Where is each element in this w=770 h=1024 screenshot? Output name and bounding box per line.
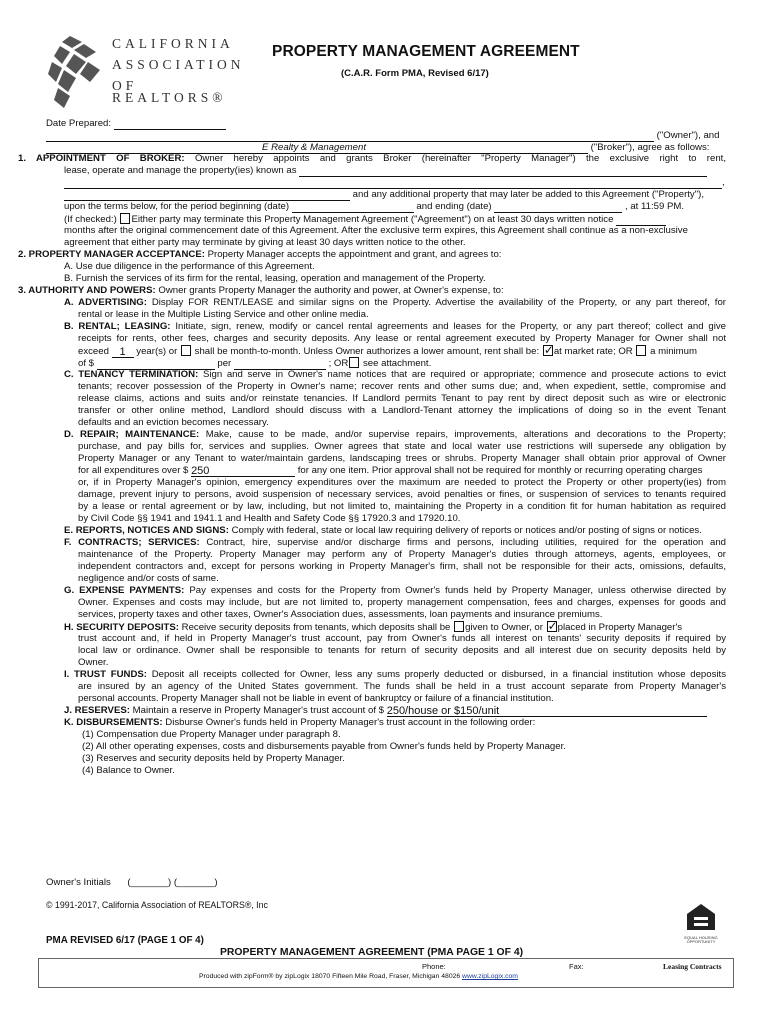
form-subtitle: (C.A.R. Form PMA, Revised 6/17): [341, 68, 489, 79]
item-b-text: Initiate, sign, renew, modify or cancel rental agreements and leases for the Property, or any part thereof; collect and give: [175, 321, 726, 332]
item-c-line-2: tenants; recover possession of the Property in Owner's name; recover rents and other sums due; and, when expedient, settle, compromise and: [78, 381, 726, 392]
item-k-line-1: [64, 717, 726, 729]
owner-initials-row: [46, 877, 218, 889]
disbursement-item-2: (2) All other operating expenses, costs and disbursements payable from Owner's funds held by Property Manager.: [82, 741, 566, 752]
item-j-line-1: [64, 705, 726, 717]
item-i-line-1: [64, 669, 726, 681]
item-g-line-3: services, property taxes and other taxes, Owner's Association dues, assessments, loan payments and insurance premiums.: [78, 609, 603, 620]
item-h-title: H. SECURITY DEPOSITS:: [64, 622, 179, 633]
item-d-line-3: Property Manager or any Tenant to water/maintain gardens, landscaping trees or shrubs. Property Manager shall obtain prior approval of Owner: [78, 453, 726, 464]
item-f-line-2: maintenance of the Property. Property Manager may perform any of Property Manager's duties through attorneys, agents, employees, or: [78, 549, 726, 560]
item-b-title: B. RENTAL; LEASING:: [64, 321, 171, 332]
owner-row: [46, 130, 726, 142]
terminate-checkbox[interactable]: [120, 213, 130, 224]
reserve-amount-value: 250/house or $150/unit: [386, 705, 500, 718]
section-1-line-7: months after the original commencement date of this Agreement. After the exclusive term expires, this Agreement shall continue as a non-exclusive: [64, 225, 688, 236]
item-c-line-1: [64, 369, 726, 381]
section-3-line-1: [18, 285, 726, 297]
car-logo-mark-icon: [48, 34, 104, 110]
logo-line-2: ASSOCIATION: [112, 57, 245, 72]
item-e-text: Comply with federal, state or local law requiring delivery of reports or notices and/or posting of signs or notices.: [231, 525, 702, 536]
item-j-title: J. RESERVES:: [64, 705, 130, 716]
equal-housing-icon: [684, 902, 718, 932]
property-address-field-2[interactable]: [64, 177, 722, 189]
item-h-line-2: trust account and, if held in Property Manager's trust account, pay from Owner's funds all interest on tenants' security deposits if required by: [78, 633, 726, 644]
section-1-line-2: [64, 165, 726, 177]
item-d-line-6: damage, prevent injury to persons, avoid suspension of necessary services, avoid penalties or fines, or suspension of services to tenants required: [78, 489, 726, 500]
item-e-title: E. REPORTS, NOTICES AND SIGNS:: [64, 525, 229, 536]
equal-housing-logo: [684, 902, 718, 945]
item-h-line-3: local law or ordinance. Owner shall be responsible to tenants for return of security deposits and all interest due on security deposits held by: [78, 645, 726, 656]
owner-initials-label: Owner's Initials: [46, 877, 111, 888]
section-1-line-1: [18, 153, 726, 165]
broker-name-value: E Realty & Management: [262, 142, 366, 153]
owner-name-field[interactable]: [46, 130, 654, 142]
section-2-title: 2. PROPERTY MANAGER ACCEPTANCE:: [18, 249, 205, 260]
item-f-line-1: [64, 537, 726, 549]
fax-label: Fax:: [569, 962, 584, 971]
item-h-line-4: Owner.: [78, 657, 109, 668]
item-b-line-2: receipts for rents, other fees, charges and security deposits. Any lease or rental agreement executed by Property Manager for Owner shall not: [78, 333, 726, 344]
item-f-title: F. CONTRACTS; SERVICES:: [64, 537, 200, 548]
see-attachment-checkbox[interactable]: [349, 357, 359, 368]
exceed-label: exceed: [78, 346, 109, 357]
end-time-text: , at 11:59 PM.: [624, 201, 684, 212]
ziplogix-link[interactable]: www.zipLogix.com: [462, 973, 518, 980]
item-d-line-5: or, if in Property Manager's opinion, emergency expenditures over the maximum are needed to protect the Property or other property(ies) from: [78, 477, 726, 488]
item-g-text: Pay expenses and costs for the Property from Owner's funds held by Property Manager, unless otherwise directed by: [189, 585, 726, 596]
deposit-trust-label: placed in Property Manager's: [557, 622, 683, 633]
minimum-rent-checkbox[interactable]: [636, 345, 646, 356]
minimum-label: a minimum: [650, 346, 697, 357]
item-e-line-1: [64, 525, 726, 537]
item-h-text: Receive security deposits from tenants, which deposits shall be: [181, 622, 451, 633]
section-1-line-3: ,: [64, 177, 726, 189]
expenditure-limit-field[interactable]: [191, 465, 295, 477]
item-i-line-2: are insured by an agency of the United States government. The funds shall be held in a trust account separate from Property Manager's: [78, 681, 726, 692]
item-c-text: Sign and serve in Owner's name notices that are required or appropriate; commence and prosecute actions to evict: [202, 369, 726, 380]
item-d-line-2: purchase, and pay bills for, services and supplies. Owner agrees that state and local water use restrictions will supersede any obligation by: [78, 441, 726, 452]
expenditure-text: for any one item. Prior approval shall not be required for monthly or recurring operating charges: [297, 465, 703, 476]
item-g-title: G. EXPENSE PAYMENTS:: [64, 585, 185, 596]
item-c-line-3: release claims, actions and suits and/or reinstate tenancies. If Landlord permits Tenant to pay rent by direct deposit such as wire or electronic: [78, 393, 726, 404]
terminate-text: Either party may terminate this Property Management Agreement ("Agreement") on at least 30 days written notice: [131, 214, 614, 225]
item-d-title: D. REPAIR; MAINTENANCE:: [64, 429, 200, 440]
item-f-line-3: independent contractors and, except for persons working in Property Manager's firm, shall not be responsible for their acts, omissions, defaults,: [78, 561, 726, 572]
disbursement-item-3: (3) Reserves and security deposits held by Property Manager.: [82, 753, 345, 764]
car-logo: [48, 34, 258, 114]
item-d-line-8: by Civil Code §§ 1941 and 1941.1 and Health and Safety Code §§ 17920.3 and 17920.10.: [78, 513, 461, 524]
disbursement-item-1: (1) Compensation due Property Manager under paragraph 8.: [82, 729, 341, 740]
section-3-text: Owner grants Property Manager the authority and power, at Owner's expense, to:: [158, 285, 504, 296]
item-f-line-4: negligence and/or costs of same.: [78, 573, 219, 584]
section-1-line-4: [64, 189, 726, 201]
page-title: PROPERTY MANAGEMENT AGREEMENT: [272, 43, 580, 60]
item-j-text: Maintain a reserve in Property Manager's trust account of $: [132, 705, 385, 716]
lease-years-field[interactable]: 1: [112, 346, 134, 358]
property-label: lease, operate and manage the property(ies) known as: [64, 165, 297, 176]
deposit-to-owner-label: given to Owner, or: [465, 622, 543, 633]
item-g-line-1: [64, 585, 726, 597]
item-d-line-4: [78, 465, 726, 477]
logo-line-3: OF REALTORS®: [112, 78, 227, 106]
end-date-field[interactable]: [494, 201, 622, 213]
document-name: Leasing Contracts: [663, 962, 722, 971]
item-a-text: Display FOR RENT/LEASE and similar signs on the Property. Advertise the availability of the Property, or any part thereof, for: [151, 297, 726, 308]
end-date-label: and ending (date): [416, 201, 492, 212]
date-prepared-label: Date Prepared:: [46, 118, 112, 129]
month-to-month-checkbox[interactable]: [181, 345, 191, 356]
section-1-additional-property: and any additional property that may later be added to this Agreement ("Property"),: [352, 189, 704, 200]
zipform-footer: [38, 958, 734, 988]
item-g-line-2: Owner. Expenses and costs may include, but are not limited to, property management compensation, fees and charges, expenses for goods and: [78, 597, 726, 608]
property-address-field[interactable]: [299, 165, 707, 177]
item-b-line-1: [64, 321, 726, 333]
item-d-text: Make, cause to be made, and/or supervise repairs, improvements, alterations and decorations to the Property;: [205, 429, 727, 440]
item-k-title: K. DISBURSEMENTS:: [64, 717, 163, 728]
section-2-line-1: [18, 249, 726, 261]
or-label: ; OR: [328, 358, 349, 369]
item-a-line-2: rental or lease in the Multiple Listing Service and other online media.: [78, 309, 369, 320]
phone-label: Phone:: [422, 962, 446, 971]
date-prepared-row: [46, 118, 726, 130]
years-label: year(s) or: [136, 346, 178, 357]
date-prepared-field[interactable]: [114, 118, 226, 130]
market-rate-checkbox[interactable]: [543, 345, 553, 356]
item-d-line-1: [64, 429, 726, 441]
item-a-title: A. ADVERTISING:: [64, 297, 147, 308]
produced-with-text: [199, 972, 518, 981]
item-c-title: C. TENANCY TERMINATION:: [64, 369, 199, 380]
item-d-line-7: by a lease or rental agreement or by law, including, but not limited to, maintaining the Property in a condition fit for human habitation as required: [78, 501, 726, 512]
logo-line-1: CALIFORNIA: [112, 36, 234, 51]
item-i-text: Deposit all receipts collected for Owner, less any sums properly deducted or disbursed, in a financial institution whose deposits: [151, 669, 726, 680]
section-2-b: B. Furnish the services of its firm for the rental, leasing, operation and management of the Property.: [64, 273, 486, 284]
item-c-line-4: transfer or other online method, Landlord should discuss with a Landlord-Tenant attorney the implications of doing so in the event Tenant: [78, 405, 726, 416]
copyright-text: © 1991-2017, California Association of REALTORS®, Inc: [46, 900, 268, 910]
expenditure-label: for all expenditures over $: [78, 465, 189, 476]
owner-initials-field[interactable]: (_______) (_______): [127, 877, 218, 888]
broker-suffix: ("Broker"), agree as follows:: [590, 142, 710, 153]
see-attachment-label: see attachment.: [362, 358, 432, 369]
section-2-text: Property Manager accepts the appointment and grant, and agrees to:: [207, 249, 502, 260]
min-rent-label: of $: [78, 358, 95, 369]
section-1-text: Owner hereby appoints and grants Broker (hereinafter "Property Manager") the exclusive right to rent,: [194, 153, 726, 164]
expenditure-limit-value: 250: [191, 465, 210, 478]
property-address-field-3[interactable]: [64, 189, 350, 201]
item-i-line-3: personal accounts. Property Manager shall not be liable in event of bankruptcy or failure of a financial institution.: [78, 693, 554, 704]
section-1-line-5: [64, 201, 726, 213]
item-c-line-5: defaults and an eviction becomes necessary.: [78, 417, 269, 428]
item-k-text: Disburse Owner's funds held in Property Manager's trust account in the following order:: [165, 717, 536, 728]
begin-date-field[interactable]: [292, 201, 414, 213]
disbursement-item-4: (4) Balance to Owner.: [82, 765, 175, 776]
deposit-trust-checkbox[interactable]: [547, 621, 557, 632]
section-1-title: 1. APPOINTMENT OF BROKER:: [18, 153, 185, 164]
per-label: per: [217, 358, 232, 369]
begin-date-label: upon the terms below, for the period beginning (date): [64, 201, 290, 212]
item-f-text: Contract, hire, supervise and/or discharge firms and persons, including utilities, required for the operation and: [206, 537, 727, 548]
owner-suffix: ("Owner"), and: [656, 130, 720, 141]
section-2-a: A. Use due diligence in the performance of this Agreement.: [64, 261, 315, 272]
revision-label: PMA REVISED 6/17 (PAGE 1 OF 4): [46, 935, 204, 946]
reserve-amount-field[interactable]: [387, 705, 707, 717]
item-a-line-1: [64, 297, 726, 309]
equal-housing-text: EQUAL HOUSING OPPORTUNITY: [684, 935, 718, 945]
market-rate-label: at market rate; OR: [553, 346, 633, 357]
produced-text: Produced with zipForm® by zipLogix 18070 Fifteen Mile Road, Fraser, Michigan 48026: [199, 973, 461, 980]
item-i-title: I. TRUST FUNDS:: [64, 669, 147, 680]
section-1-line-8: agreement that either party may terminate by giving at least 30 days written notice to the other.: [64, 237, 466, 248]
footer-page-title: PROPERTY MANAGEMENT AGREEMENT (PMA PAGE 1 OF 4): [220, 947, 524, 958]
if-checked-label: (If checked:): [64, 214, 117, 225]
deposit-to-owner-checkbox[interactable]: [454, 621, 464, 632]
section-3-title: 3. AUTHORITY AND POWERS:: [18, 285, 156, 296]
rent-shall-be-text: shall be month-to-month. Unless Owner authorizes a lower amount, rent shall be:: [194, 346, 540, 357]
